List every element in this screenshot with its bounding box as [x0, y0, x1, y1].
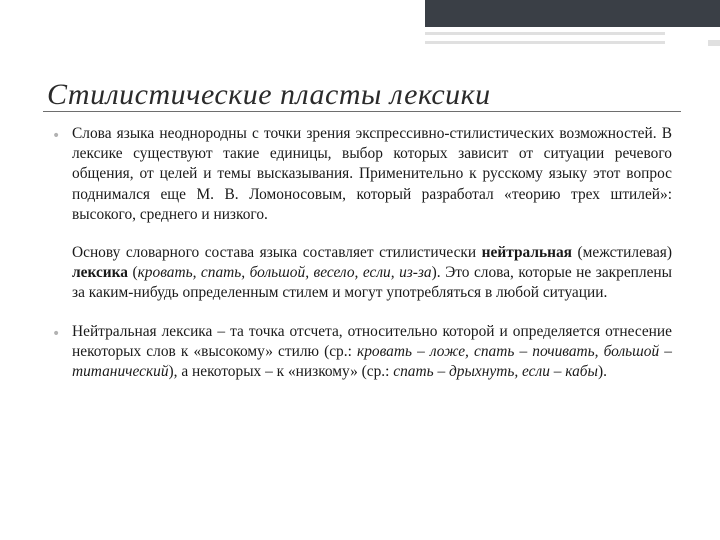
p3-text: Нейтральная лексика – та точка отсчета, относительно которой и определяется отнесение некоторых слов к «высокому» стилю (ср.:	[72, 322, 672, 360]
p2-text: (	[127, 264, 138, 282]
p2-text: (межстилевая)	[572, 244, 672, 262]
title-underline	[43, 111, 681, 112]
slide-title: Стилистические пласты лексики	[47, 78, 491, 111]
paragraph-1	[52, 124, 672, 225]
p2-text: ). Это слова, которые не закреплены за каким-нибудь определенным стилем и могут употребляться в любой ситуации.	[72, 264, 672, 302]
p3-text: ), а некоторых – к «низкому» (ср.:	[168, 363, 394, 381]
p2-text: Основу словарного состава языка составляет стилистически	[72, 244, 482, 262]
p3-text: ).	[597, 363, 607, 381]
decorative-rule	[425, 41, 665, 44]
header-dark-bar	[425, 0, 720, 27]
bullet-icon: •	[52, 325, 61, 342]
p2-examples: кровать, спать, большой, весело, если, из-за	[137, 264, 432, 282]
decorative-rule	[708, 40, 720, 46]
p2-bold-lexicon: лексика	[72, 264, 128, 282]
p3-examples-high: кровать – ложе, спать – почивать, большой – титанический	[72, 342, 672, 381]
p2-bold-neutral: нейтральная	[481, 244, 573, 262]
paragraph-1-text: Слова языка неоднородны с точки зрения экспрессивно-стилистических возможностей. В лексике существуют такие единицы, выбор которых зависит от ситуации речевого общения, от целей и темы высказывания. Применительно к русскому языку этот вопрос поднимался еще М. В. Ломоносовым, который разработал «теорию трех штилей»: высокого, среднего и низкого.	[72, 125, 672, 223]
p3-examples-low: спать – дрыхнуть, если – кабы	[393, 363, 598, 381]
decorative-rule	[425, 32, 665, 35]
paragraph-2	[72, 243, 672, 304]
paragraph-3	[52, 322, 672, 383]
bullet-icon: •	[52, 128, 61, 144]
slide-body	[52, 124, 672, 382]
